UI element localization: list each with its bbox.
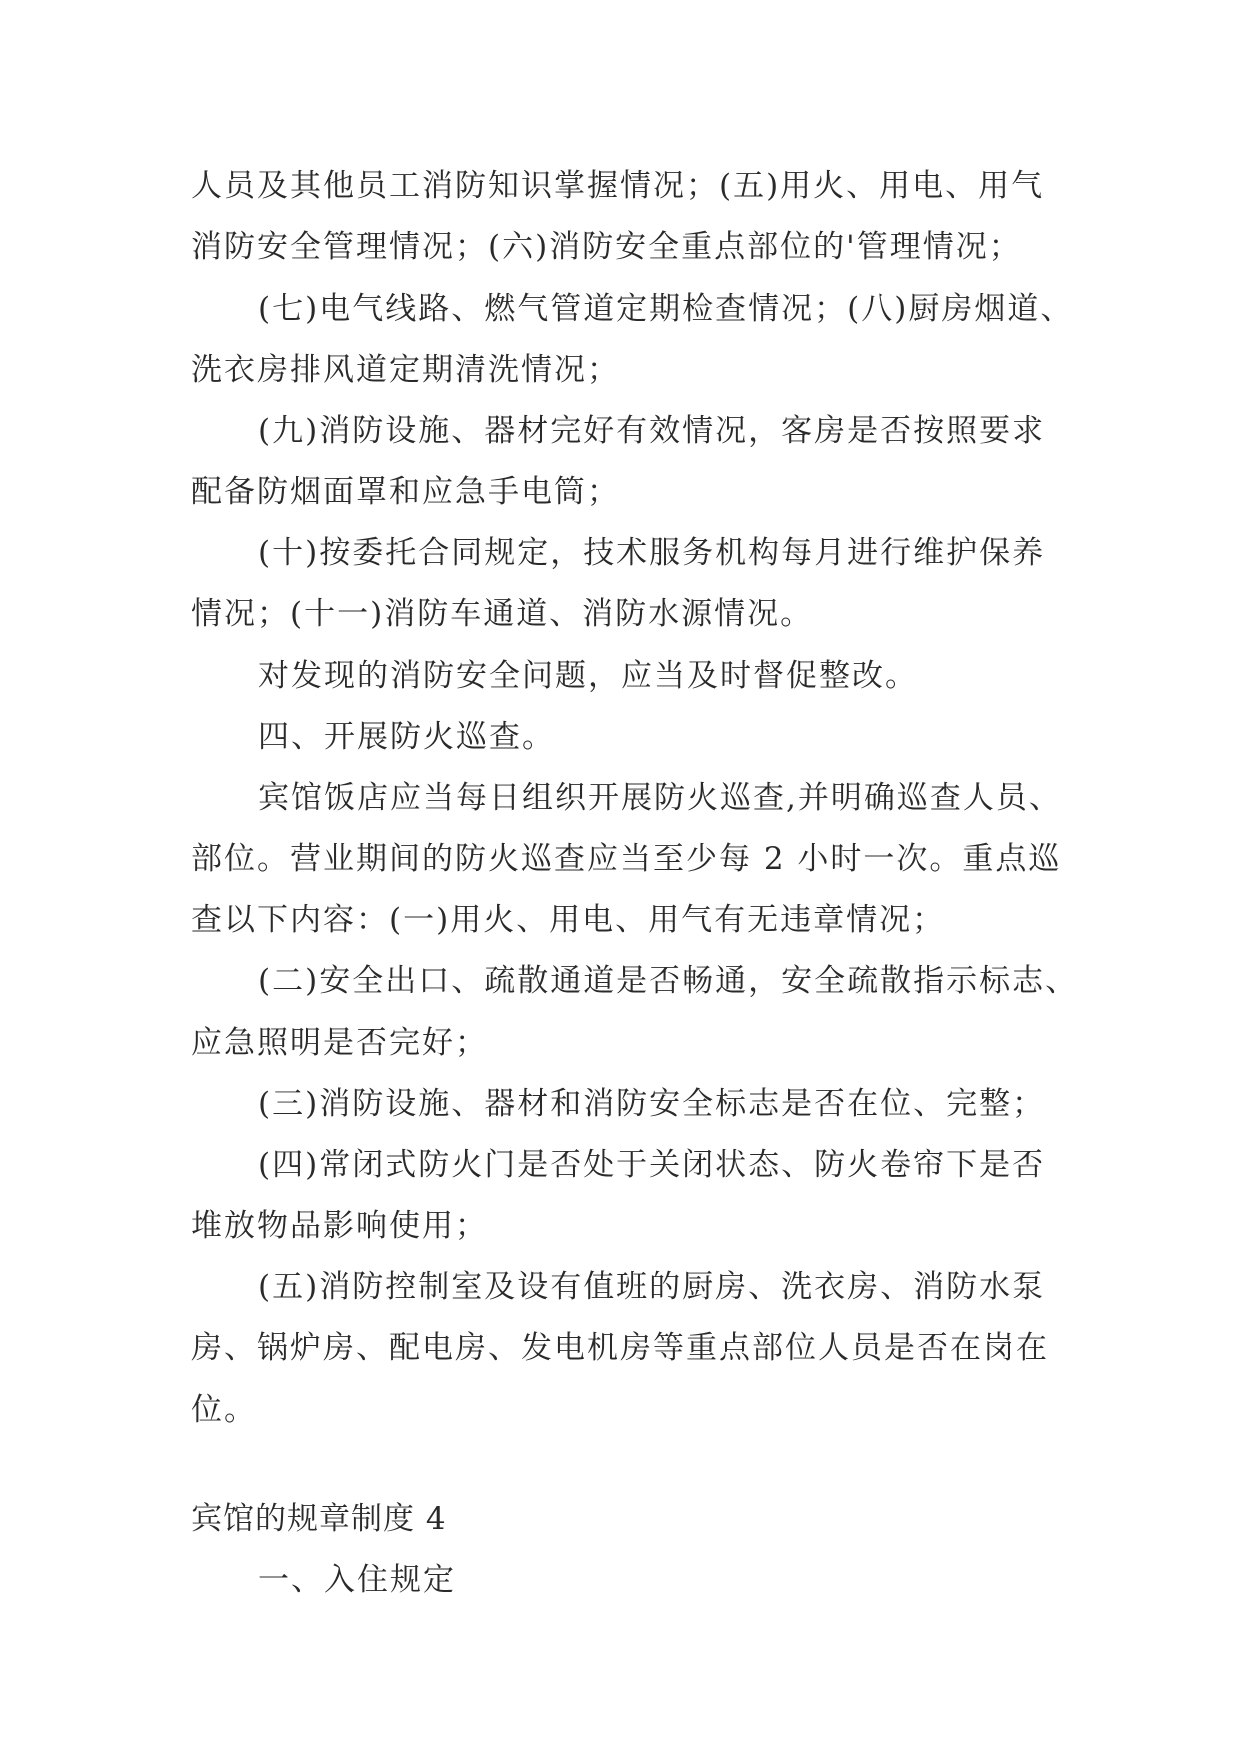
body-text-line: 对发现的消防安全问题，应当及时督促整改。 bbox=[258, 658, 918, 694]
body-text-line: 四、开展防火巡查。 bbox=[258, 719, 555, 755]
body-text-line: 宾馆饭店应当每日组织开展防火巡查,并明确巡查人员、 bbox=[258, 780, 1062, 816]
section-title: 宾馆的规章制度 4 bbox=[191, 1501, 447, 1537]
body-text-line: (九)消防设施、器材完好有效情况，客房是否按照要求 bbox=[258, 413, 1046, 449]
body-text-line: 查以下内容：(一)用火、用电、用气有无违章情况； bbox=[191, 902, 946, 938]
body-text-line: (三)消防设施、器材和消防安全标志是否在位、完整； bbox=[258, 1086, 1046, 1122]
body-text-line: 消防安全管理情况；(六)消防安全重点部位的'管理情况； bbox=[191, 229, 1022, 265]
body-text-line: 人员及其他员工消防知识掌握情况；(五)用火、用电、用气 bbox=[191, 168, 1045, 204]
body-text-line: 位。 bbox=[191, 1392, 257, 1428]
body-text-line: 配备防烟面罩和应急手电筒； bbox=[191, 474, 620, 510]
body-text-line: 堆放物品影响使用； bbox=[191, 1208, 488, 1244]
body-text-line: 情况；(十一)消防车通道、消防水源情况。 bbox=[191, 596, 814, 632]
body-text-line: (四)常闭式防火门是否处于关闭状态、防火卷帘下是否 bbox=[258, 1147, 1046, 1183]
body-text-line: 部位。营业期间的防火巡查应当至少每 2 小时一次。重点巡 bbox=[191, 841, 1062, 877]
body-text-line: 应急照明是否完好； bbox=[191, 1025, 488, 1061]
body-text-line: (七)电气线路、燃气管道定期检查情况；(八)厨房烟道、 bbox=[258, 291, 1074, 327]
body-text-line: 洗衣房排风道定期清洗情况； bbox=[191, 352, 620, 388]
section-subtitle: 一、入住规定 bbox=[258, 1562, 456, 1598]
body-text-line: (五)消防控制室及设有值班的厨房、洗衣房、消防水泵 bbox=[258, 1269, 1046, 1305]
body-text-line: 房、锅炉房、配电房、发电机房等重点部位人员是否在岗在 bbox=[191, 1330, 1049, 1366]
body-text-line: (二)安全出口、疏散通道是否畅通，安全疏散指示标志、 bbox=[258, 963, 1079, 999]
body-text-line: (十)按委托合同规定，技术服务机构每月进行维护保养 bbox=[258, 535, 1046, 571]
